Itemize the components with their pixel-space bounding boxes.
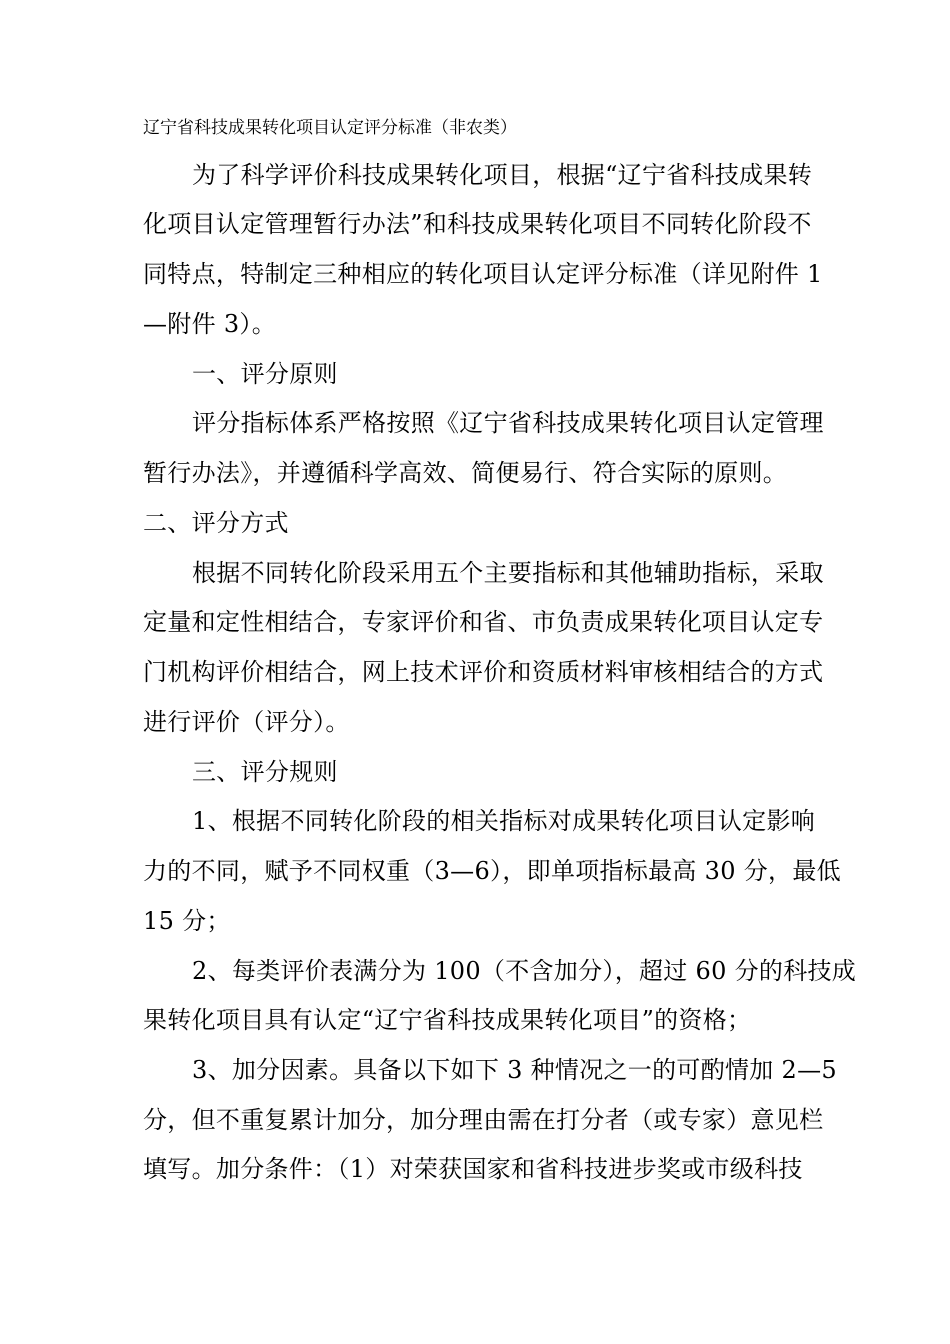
document-title: 辽宁省科技成果转化项目认定评分标准（非农类） — [143, 118, 517, 138]
section-2-line-3: 门机构评价相结合，网上技术评价和资质材料审核相结合的方式 — [143, 658, 824, 686]
intro-line-1: 为了科学评价科技成果转化项目，根据“辽宁省科技成果转 — [192, 161, 813, 189]
rule-2-line-1: 2、每类评价表满分为 100（不含加分），超过 60 分的科技成 — [192, 957, 857, 985]
rule-2-line-2: 果转化项目具有认定“辽宁省科技成果转化项目”的资格； — [143, 1006, 752, 1034]
section-2-line-4: 进行评价（评分）。 — [143, 708, 350, 736]
section-3-heading: 三、评分规则 — [192, 758, 338, 786]
section-2-line-2: 定量和定性相结合，专家评价和省、市负责成果转化项目认定专 — [143, 608, 824, 636]
section-1-line-2: 暂行办法》，并遵循科学高效、简便易行、符合实际的原则。 — [143, 459, 788, 487]
intro-line-4: —附件 3）。 — [143, 310, 276, 338]
intro-line-3: 同特点，特制定三种相应的转化项目认定评分标准（详见附件 1 — [143, 260, 823, 288]
section-1-line-1: 评分指标体系严格按照《辽宁省科技成果转化项目认定管理 — [192, 409, 824, 437]
section-1-heading: 一、评分原则 — [192, 360, 338, 388]
rule-3-line-1: 3、加分因素。具备以下如下 3 种情况之一的可酌情加 2—5 — [192, 1056, 837, 1084]
rule-3-line-3: 填写。加分条件：（1）对荣获国家和省科技进步奖或市级科技 — [143, 1155, 803, 1183]
rule-1-line-1: 1、根据不同转化阶段的相关指标对成果转化项目认定影响 — [192, 807, 816, 835]
rule-1-line-3: 15 分； — [143, 907, 231, 935]
section-2-heading: 二、评分方式 — [143, 509, 289, 537]
rule-3-line-2: 分，但不重复累计加分，加分理由需在打分者（或专家）意见栏 — [143, 1106, 824, 1134]
rule-1-line-2: 力的不同，赋予不同权重（3—6），即单项指标最高 30 分，最低 — [143, 857, 841, 885]
intro-line-2: 化项目认定管理暂行办法”和科技成果转化项目不同转化阶段不 — [143, 210, 812, 238]
section-2-line-1: 根据不同转化阶段采用五个主要指标和其他辅助指标，采取 — [192, 559, 824, 587]
